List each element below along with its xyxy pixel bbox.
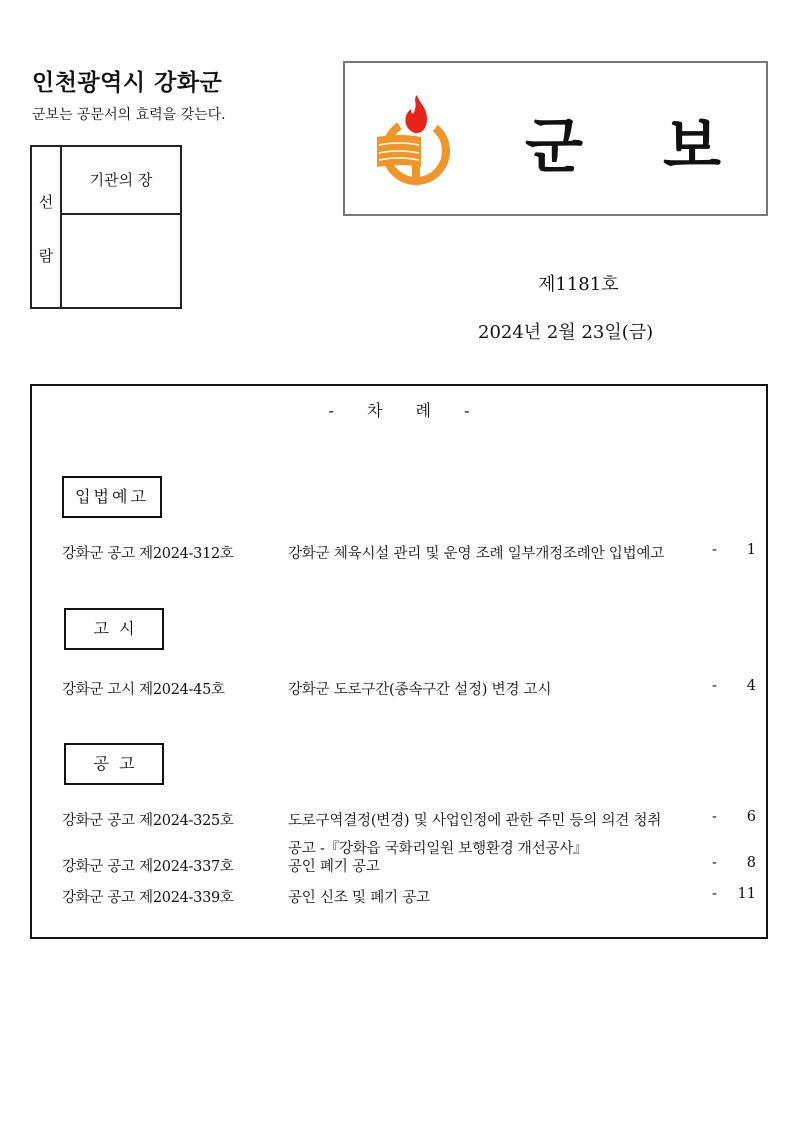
entry-ref: 강화군 고시 제2024-45호 [62,682,225,698]
circulation-label-top: 선 [38,193,54,211]
entry-title: 공인 신조 및 폐기 공고 [288,890,430,906]
section-public-notice: 고 시 [64,608,164,650]
issue-number: 제1181호 [538,274,619,295]
entry-ref: 강화군 공고 제2024-337호 [62,859,234,875]
toc-entry[interactable] [62,855,756,875]
entry-dash: - [712,855,717,871]
toc-entry[interactable] [62,809,756,829]
masthead-box [343,61,768,216]
gangwha-county-emblem-icon [369,93,459,188]
circulation-label-bottom: 람 [38,247,54,265]
org-title: 인천광역시 강화군 [32,70,223,96]
entry-ref: 강화군 공고 제2024-312호 [62,546,234,562]
entry-dash: - [712,809,717,825]
entry-dash: - [712,886,717,902]
masthead-title-char-2: 보 [663,112,721,182]
circulation-side-column [32,147,62,307]
section-legislative-notice: 입법예고 [62,476,162,518]
entry-page: 1 [746,542,756,558]
toc-entry[interactable] [62,542,756,562]
entry-dash: - [712,542,717,558]
entry-title: 강화군 체육시설 관리 및 운영 조례 일부개정조례안 입법예고 [288,546,665,562]
entry-title: 강화군 도로구간(종속구간 설정) 변경 고시 [288,682,552,698]
toc-entry[interactable] [62,886,756,906]
entry-page: 11 [737,886,756,902]
masthead-title-char-1: 군 [525,112,583,182]
entry-page: 6 [746,809,756,825]
issue-date: 2024년 2월 23일(금) [478,322,654,343]
entry-ref: 강화군 공고 제2024-325호 [62,813,234,829]
entry-dash: - [712,678,717,694]
entry-title: 도로구역결정(변경) 및 사업인정에 관한 주민 등의 의견 청취 [288,813,662,829]
toc-entry[interactable] [62,678,756,698]
entry-page: 8 [746,855,756,871]
toc-entry-continuation [62,837,756,857]
entry-page: 4 [746,678,756,694]
table-of-contents [30,384,768,939]
entry-title-continued: 공고 -『강화읍 국화리일원 보행환경 개선공사』 [288,841,588,857]
org-subtitle: 군보는 공문서의 효력을 갖는다. [32,107,226,123]
section-announcement: 공 고 [64,743,164,785]
entry-ref: 강화군 공고 제2024-339호 [62,890,234,906]
entry-title: 공인 폐기 공고 [288,859,380,875]
circulation-box [30,145,182,309]
toc-heading: - 차 례 - [328,401,470,420]
agency-head-label: 기관의 장 [62,147,180,215]
